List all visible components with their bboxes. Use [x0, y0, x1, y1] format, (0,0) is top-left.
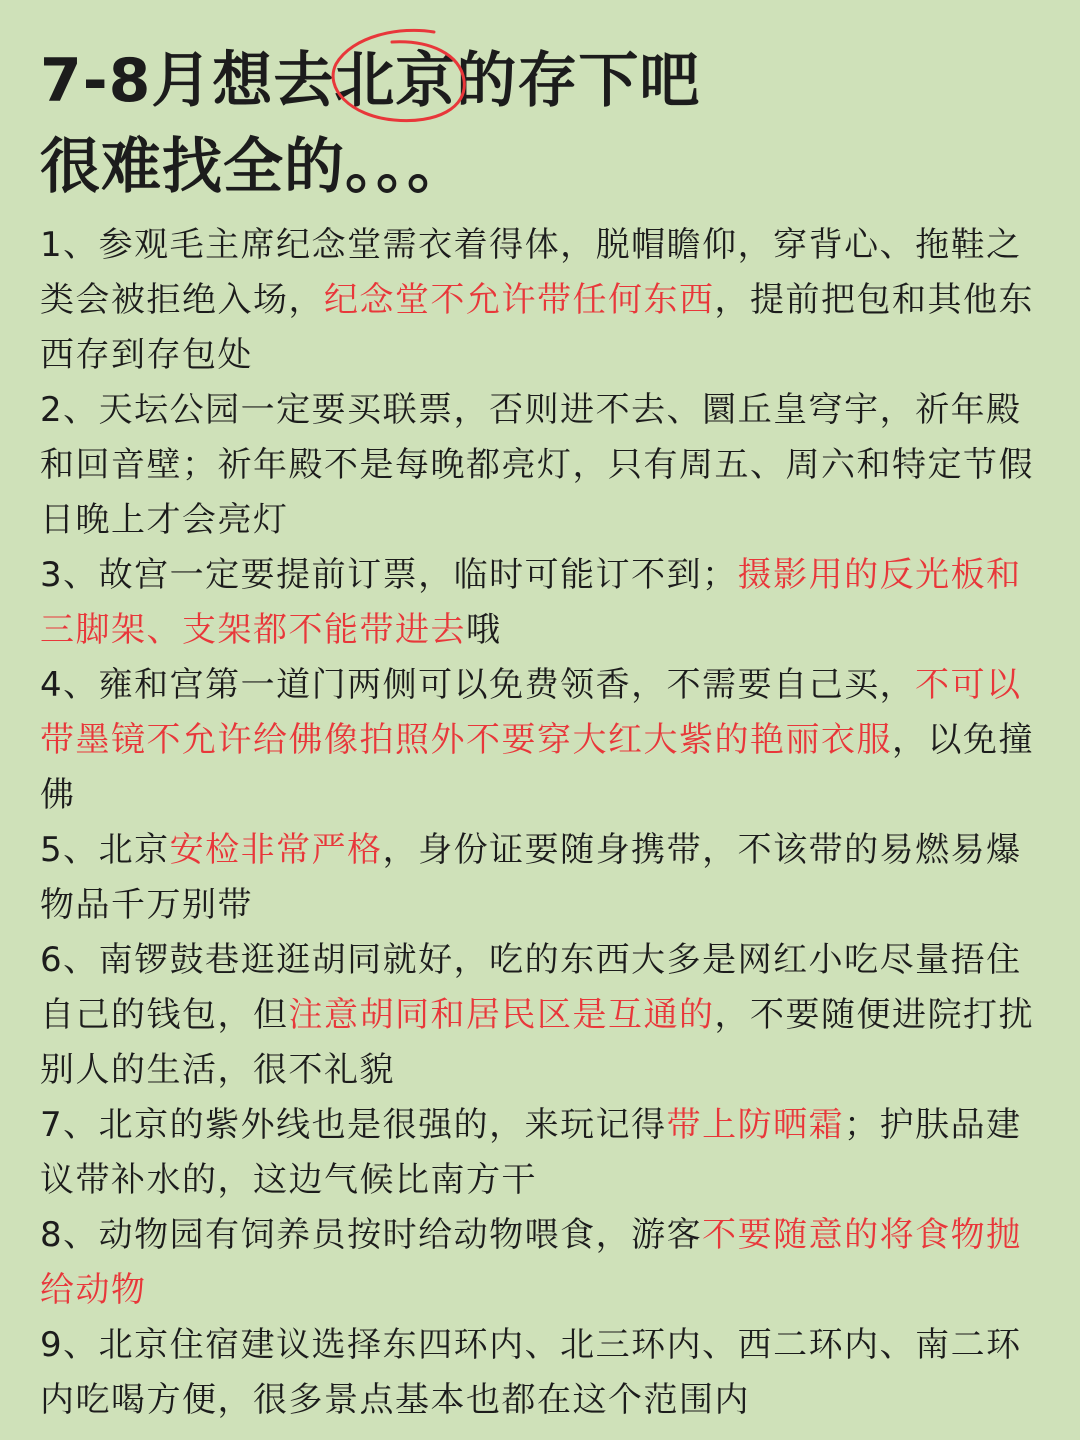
- tip-item-9: [40, 1318, 1040, 1428]
- tip-text: 7、北京的紫外线也是很强的，来玩记得: [40, 1105, 667, 1145]
- title-text-after: 的存下吧: [456, 46, 701, 116]
- circled-keyword-text: 北京: [334, 46, 457, 116]
- tip-item-6: [40, 933, 1040, 1098]
- circled-keyword: [334, 38, 456, 124]
- page-title: [40, 38, 1040, 210]
- tip-text: 4、雍和宫第一道门两侧可以免费领香，不需要自己买，: [40, 665, 916, 705]
- tip-text: ，身份证要随身携带，不该带的易燃易爆物品千万别带: [40, 830, 1022, 925]
- tip-highlight-text: 不要随意的将食物抛给动物: [40, 1215, 1022, 1310]
- tips-list: [40, 218, 1040, 1428]
- tip-highlight-text: 注意胡同和居民区是互通的: [288, 995, 715, 1035]
- tip-text: ，以免撞佛: [40, 720, 1034, 815]
- tip-highlight-text: 不可以带墨镜不允许给佛像拍照外不要穿大红大紫的艳丽衣服: [40, 665, 1022, 760]
- tip-item-3: [40, 548, 1040, 658]
- tip-text: 8、动物园有饲养员按时给动物喂食，游客: [40, 1215, 703, 1255]
- title-text-before: 7-8月想去: [40, 46, 335, 116]
- tip-text: 5、北京: [40, 830, 170, 870]
- tip-text: ，不要随便进院打扰别人的生活，很不礼貌: [40, 995, 1034, 1090]
- tip-text: ；护肤品建议带补水的，这边气候比南方干: [40, 1105, 1022, 1200]
- tip-text: 3、故宫一定要提前订票，临时可能订不到；: [40, 555, 738, 595]
- tip-item-1: [40, 218, 1040, 383]
- tip-item-7: [40, 1098, 1040, 1208]
- tip-text: ，提前把包和其他东西存到存包处: [40, 280, 1034, 375]
- tip-item-2: [40, 383, 1040, 548]
- tip-highlight-text: 摄影用的反光板和三脚架、支架都不能带进去: [40, 555, 1022, 650]
- tip-text: 9、北京住宿建议选择东四环内、北三环内、西二环内、南二环内吃喝方便，很多景点基本也都在这个范围内: [40, 1325, 1022, 1420]
- tip-text: 哦: [466, 610, 502, 650]
- title-line1: [40, 46, 700, 116]
- title-line2: 很难找全的。。。: [40, 132, 468, 202]
- tip-text: 2、天坛公园一定要买联票，否则进不去、圜丘皇穹宇，祈年殿和回音壁；祈年殿不是每晚都亮灯，只有周五、周六和特定节假日晚上才会亮灯: [40, 390, 1034, 540]
- tip-highlight-text: 纪念堂不允许带任何东西: [324, 280, 715, 320]
- tip-item-8: [40, 1208, 1040, 1318]
- tip-item-4: [40, 658, 1040, 823]
- tip-highlight-text: 安检非常严格: [169, 830, 383, 870]
- tip-highlight-text: 带上防晒霜: [666, 1105, 845, 1145]
- tip-item-5: [40, 823, 1040, 933]
- tip-text: 1、参观毛主席纪念堂需衣着得体，脱帽瞻仰，穿背心、拖鞋之类会被拒绝入场，: [40, 225, 1022, 320]
- tip-text: 6、南锣鼓巷逛逛胡同就好，吃的东西大多是网红小吃尽量捂住自己的钱包，但: [40, 940, 1022, 1035]
